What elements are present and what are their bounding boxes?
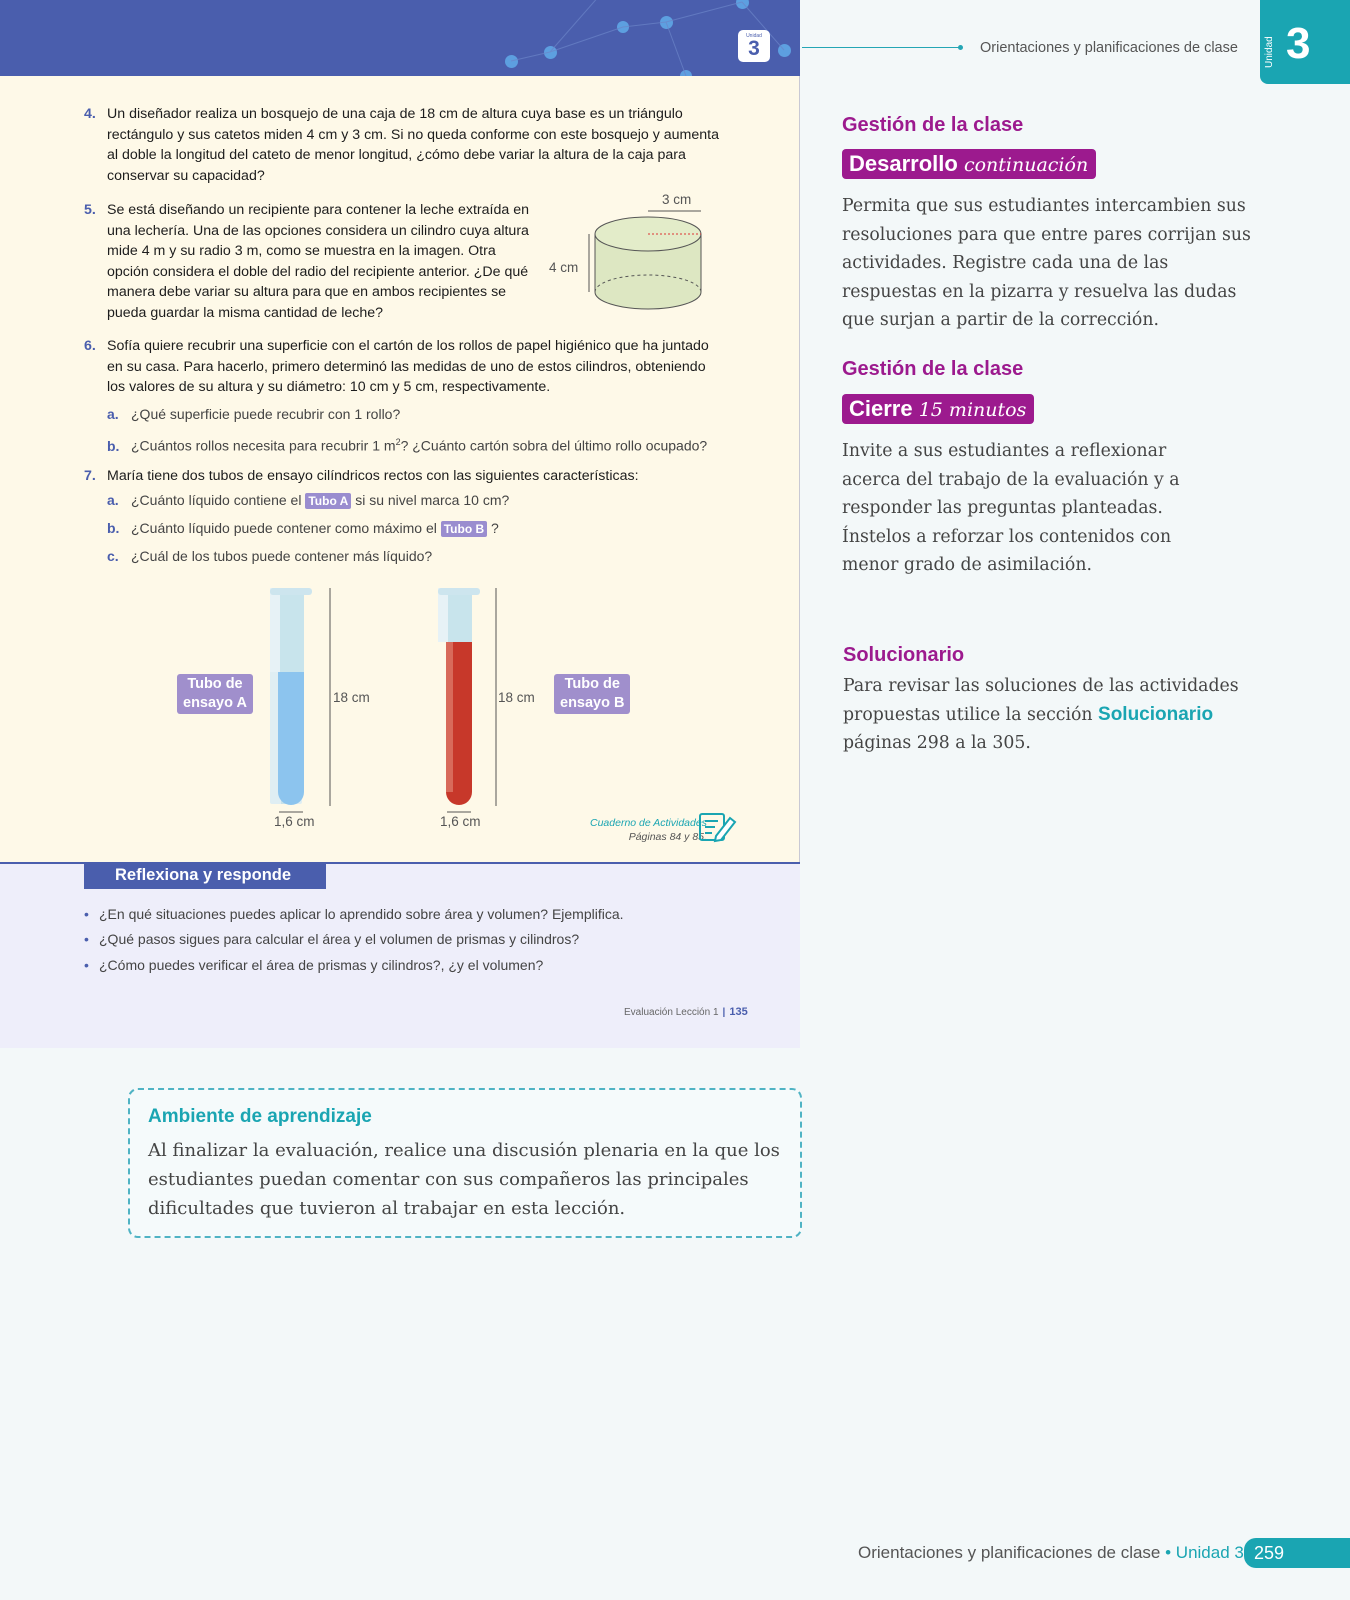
tube-a-label-line1: Tubo de [187, 676, 243, 692]
sub-text-after: ? [487, 520, 499, 536]
sub-text: ¿Cuánto líquido puede contener como máximo el [131, 520, 441, 536]
solucionario-link[interactable]: Solucionario [1098, 703, 1214, 725]
reflexiona-section [0, 862, 800, 1048]
unit-chip [738, 30, 770, 62]
question-text: Sofía quiere recubrir una superficie con el cartón de los rollos de papel higiénico que ha juntado en su casa. Para hacerlo, primero determinó las medidas de uno de estos cilindros, obteniendo los valores de su altura y su diámetro: 10 cm y 5 cm, respectivamente. [107, 338, 709, 395]
question-number: 6. [84, 338, 96, 354]
sub-text-after: si su nivel marca 10 cm? [351, 492, 510, 508]
superscript: 2 [395, 437, 401, 447]
cuaderno-reference [590, 816, 707, 844]
tube-b-rim [438, 588, 480, 595]
sub-text: ¿Qué superficie puede recubrir con 1 rollo? [131, 406, 401, 422]
unit-chip-label: Unidad [746, 33, 762, 39]
student-page-header [0, 0, 800, 76]
gestion-heading-2: Gestión de la clase [842, 358, 1024, 380]
solucionario-text [843, 672, 1263, 758]
question-7a [107, 490, 509, 511]
question-6 [84, 336, 724, 398]
tube-b-height-label: 18 cm [498, 690, 535, 705]
desarrollo-text: Permita que sus estudiantes intercambien sus resoluciones para que entre pares corrijan sus actividades. Registre cada una de las respuestas en la pizarra y resuelva las dudas que surjan a partir de la corrección. [842, 196, 1251, 331]
notebook-pencil-icon [698, 810, 738, 844]
pill-italic: 15 minutos [918, 399, 1027, 421]
cylinder-radius-label: 3 cm [662, 192, 692, 207]
cierre-pill [842, 394, 1034, 424]
tube-b-label-line1: Tubo de [564, 676, 620, 692]
tube-a-rim [270, 588, 312, 595]
guide-header-text: Orientaciones y planificaciones de clase [980, 40, 1238, 56]
tube-a-label-line2: ensayo A [183, 695, 247, 711]
unit-tab-label: Unidad [1264, 36, 1275, 68]
unit-tab [1260, 0, 1350, 84]
desarrollo-pill [842, 149, 1096, 179]
cuaderno-title: Cuaderno de Actividades [590, 817, 707, 829]
question-5 [84, 200, 539, 323]
tube-b-diameter-label: 1,6 cm [440, 814, 481, 829]
sub-letter: a. [107, 492, 119, 508]
footer-separator: • [1160, 1543, 1176, 1562]
sub-letter: b. [107, 520, 120, 536]
reflexiona-bullet: • ¿Cómo puedes verificar el área de prismas y cilindros?, ¿y el volumen? [84, 957, 544, 973]
sub-letter: c. [107, 548, 119, 564]
gestion-heading-1: Gestión de la clase [842, 114, 1024, 136]
solucionario-text-after: páginas 298 a la 305. [843, 733, 1031, 754]
cierre-text: Invite a sus estudiantes a reflexionar acerca del trabajo de la evaluación y a responder las preguntas planteadas. Ínstelos a reforzar los contenidos con menor grado de asimilación. [842, 441, 1180, 576]
sub-text: ¿Cuál de los tubos puede contener más líquido? [131, 548, 433, 564]
guide-footer [858, 1543, 1244, 1563]
cylinder-height-label: 4 cm [549, 260, 579, 275]
tube-b-label [554, 674, 630, 714]
question-7b [107, 518, 499, 539]
network-decoration [0, 0, 800, 76]
bullet-text: ¿Cómo puedes verificar el área de prismas y cilindros?, ¿y el volumen? [99, 957, 544, 973]
tube-a-empty [278, 588, 304, 672]
student-book-page [0, 0, 800, 1048]
question-text: Se está diseñando un recipiente para contener la leche extraída en una lechería. Una de las opciones considera un cilindro cuya altura mide 4 m y su radio 3 m, como se muestra en la imagen. Otra opción considera el doble del radio del recipiente anterior. ¿De qué manera debe variar su altura para que en ambos recipientes se pueda guardar la misma cantidad de leche? [107, 202, 529, 321]
question-7c [107, 546, 432, 566]
footer-unit: Unidad 3 [1175, 1543, 1244, 1562]
pill-italic: continuación [963, 154, 1089, 176]
tube-a-diameter-label: 1,6 cm [274, 814, 315, 829]
tube-b-empty [446, 588, 472, 642]
guide-page-number: 259 [1244, 1538, 1350, 1568]
solucionario-title: Solucionario [843, 644, 965, 666]
question-number: 4. [84, 106, 96, 122]
reflexiona-bullet: • ¿En qué situaciones puedes aplicar lo aprendido sobre área y volumen? Ejemplifica. [84, 906, 624, 922]
tube-b-tag: Tubo B [441, 521, 487, 537]
question-7 [84, 466, 724, 487]
tube-b-label-line2: ensayo B [560, 695, 625, 711]
tube-a-label [177, 674, 253, 714]
student-footer-section: Evaluación Lección 1 [624, 1007, 719, 1018]
sub-text-after: ? ¿Cuánto cartón sobra del último rollo ocupado? [400, 437, 708, 454]
header-rule [802, 47, 960, 48]
unit-tab-number: 3 [1286, 19, 1311, 68]
question-4 [84, 104, 724, 186]
sub-letter: a. [107, 406, 119, 422]
ambiente-box [128, 1088, 802, 1238]
sub-text: ¿Cuántos rollos necesita para recubrir 1 m [131, 437, 396, 454]
bullet-text: ¿En qué situaciones puedes aplicar lo aprendido sobre área y volumen? Ejemplifica. [99, 906, 624, 922]
pill-bold: Desarrollo [849, 151, 958, 176]
tube-a-tag: Tubo A [305, 493, 351, 509]
sub-letter: b. [107, 437, 120, 454]
sub-text: ¿Cuánto líquido contiene el [131, 492, 306, 508]
footer-text: Orientaciones y planificaciones de clase [858, 1543, 1161, 1562]
ambiente-title: Ambiente de aprendizaje [148, 1106, 372, 1127]
ambiente-text: Al finalizar la evaluación, realice una discusión plenaria en la que los estudiantes puedan comentar con sus compañeros las principales dificultades que tuvieron al trabajar en esta lección. [148, 1140, 780, 1219]
question-number: 5. [84, 202, 96, 218]
question-6a [107, 404, 400, 424]
bullet-text: ¿Qué pasos sigues para calcular el área y el volumen de prismas y cilindros? [99, 931, 580, 947]
pill-bold: Cierre [849, 396, 913, 421]
test-tubes-figure [260, 580, 520, 820]
tube-a-height-label: 18 cm [333, 690, 370, 705]
cuaderno-pages: Páginas 84 y 85. [628, 831, 707, 843]
header-rule-dot [958, 45, 963, 50]
reflexiona-title: Reflexiona y responde [84, 862, 326, 889]
question-text: Un diseñador realiza un bosquejo de una caja de 18 cm de altura cuya base es un triángulo rectángulo y sus catetos miden 4 cm y 3 cm. Si no queda conforme con este bosquejo y aumenta al doble la longitud del cateto de menor longitud, ¿cómo debe variar la altura de la caja para conservar su capacidad? [107, 106, 719, 184]
question-6b [107, 432, 707, 456]
student-page-footer: Evaluación Lección 1 | 135 [624, 1006, 748, 1018]
solucionario-text-before: Para revisar las soluciones de las actividades propuestas utilice la sección [843, 676, 1239, 725]
question-text: María tiene dos tubos de ensayo cilíndricos rectos con las siguientes características: [107, 468, 639, 484]
tube-a-liquid [278, 672, 304, 805]
student-page-number: 135 [729, 1006, 748, 1018]
cylinder-figure [585, 205, 715, 323]
unit-chip-number: 3 [748, 37, 760, 60]
question-number: 7. [84, 468, 96, 484]
reflexiona-bullet: • ¿Qué pasos sigues para calcular el área y el volumen de prismas y cilindros? [84, 931, 580, 947]
